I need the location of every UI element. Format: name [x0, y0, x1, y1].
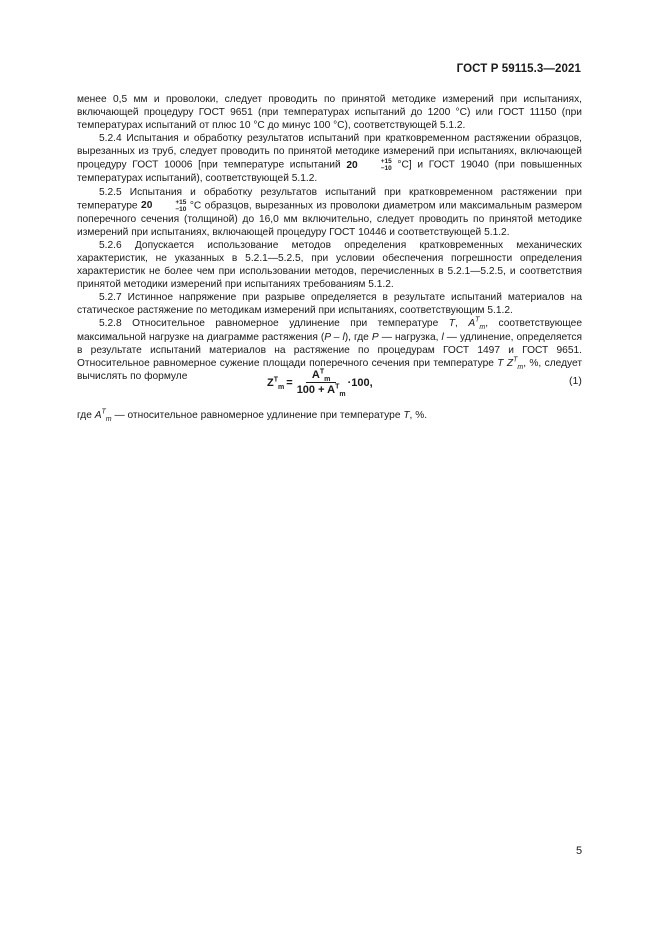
- formula-number: (1): [569, 375, 582, 387]
- formula-explanation: где $A^T_m$ — относительное равномерное удлинение при температуре T, %.: [77, 408, 428, 424]
- paragraph-5-2-6: 5.2.6 Допускается использование методов определения кратковременных механических характеристик, не указанных в 5.2.1—5.2.5, при условии обеспечения погрешности определения характеристик не более чем при использовании методов, перечисленных в 5.2.1—5.2.5, и соответствия принятой методики измерений при испытаниях требованиям 5.1.2.: [77, 239, 582, 291]
- formula-denominator: $100 + A^T_m$: [296, 383, 346, 399]
- formula-fraction: [296, 368, 346, 399]
- formula-equals: =: [286, 376, 293, 389]
- formula-multiplier: ·100,: [347, 376, 373, 389]
- paragraph-5-2-5: 5.2.5 Испытания и обработку результатов испытаний при кратковременном растяжении при температуре 20 +15 −10 °С образцов, вырезанных из проволоки диаметром или максимальным размером поперечного сечения (толщиной) до 16,0 мм включительно, следует проводить по принятой методике измерений при испытаниях, включающей процедуру ГОСТ 10446 и соответствующей 5.1.2.: [77, 186, 583, 238]
- document-header: ГОСТ Р 59115.3—2021: [456, 63, 581, 75]
- temperature-tolerance: 20 +15 −10: [346, 158, 392, 173]
- temperature-tolerance: 20 +15 −10: [141, 198, 187, 213]
- paragraph-5-2-7: 5.2.7 Истинное напряжение при разрыве определяется в результате испытаний материалов на статическое растяжение по методикам измерений при испытаниях, соответствующим 5.1.2.: [77, 292, 582, 317]
- formula-1: [267, 368, 373, 399]
- paragraph-continuation: менее 0,5 мм и проволоки, следует проводить по принятой методике измерений при испытаниях, включающей процедуру ГОСТ 9651 (при температурах испытаний до 1200 °С) или ГОСТ 11150 (при температурах испытаний от плюс 10 °С до минус 100 °С), соответствующей 5.1.2.: [77, 94, 582, 132]
- formula-lhs: $Z^T_m$: [267, 375, 285, 391]
- page-number: 5: [576, 845, 583, 857]
- paragraph-5-2-4: 5.2.4 Испытания и обработку результатов испытаний при кратковременном растяжении образцов, вырезанных из труб, следует проводить по принятой методике измерений при испытаниях, включающей процедуру ГОСТ 10006 [при температуре испытаний 20 +15 −10 °С] и ГОСТ 19040 (при повышенных температурах испытаний), соответствующей 5.1.2.: [77, 133, 582, 185]
- body-text: [77, 93, 582, 383]
- paragraph-5-2-8: 5.2.8 Относительное равномерное удлинение при температуре T, $A^T_m$, соответствующее максимальной нагрузке на диаграмме растяжения (P – l), где P — нагрузка, l — удлинение, определяется в результате испытаний материалов на растяжение по процедурам ГОСТ 1497 и ГОСТ 9651. Относительное равномерное сужение площади поперечного сечения при температуре T $Z^T_m$, %, следует вычислять по формуле: [77, 317, 582, 382]
- formula-numerator: $A^T_m$: [306, 369, 336, 383]
